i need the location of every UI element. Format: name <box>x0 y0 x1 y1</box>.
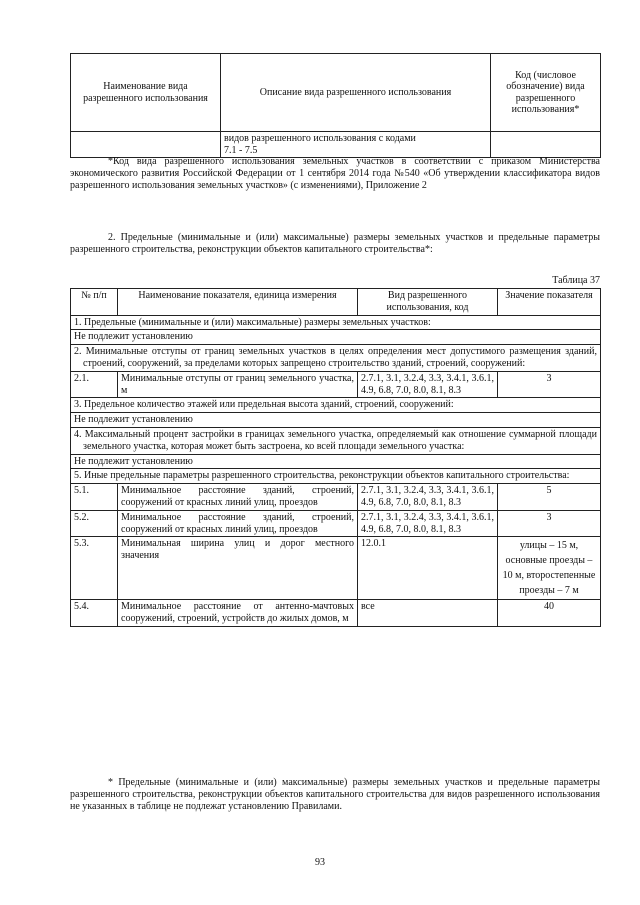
table-row <box>71 510 601 537</box>
table-cell-empty <box>71 132 221 158</box>
table-row <box>71 484 601 511</box>
land-use-codes-table <box>70 53 601 158</box>
table-caption: Таблица 37 <box>552 275 600 286</box>
row-num: 5.2. <box>71 510 118 537</box>
table-row <box>71 537 601 600</box>
table-header-row <box>71 289 601 316</box>
section-2-title: 2. Минимальные отступы от границ земельных участков в целях определения мест допустимого размещения зданий, строений, сооружений, за пределами которых запрещено строительство зданий, строений, сооружений: <box>71 345 601 372</box>
header-description: Описание вида разрешенного использования <box>221 54 491 132</box>
continuation-cell <box>221 132 491 158</box>
row-use: все <box>358 600 498 627</box>
row-use: 2.7.1, 3.1, 3.2.4, 3.3, 3.4.1, 3.6.1, 4.9, 6.8, 7.0, 8.0, 8.1, 8.3 <box>358 371 498 398</box>
table-header-row <box>71 54 601 132</box>
section-1-note: Не подлежит установлению <box>71 330 601 345</box>
table-row <box>71 600 601 627</box>
row-num: 2.1. <box>71 371 118 398</box>
header-code: Код (числовое обозначение) вида разрешенного использования* <box>491 54 601 132</box>
table-row <box>71 371 601 398</box>
header-use: Вид разрешенного использования, код <box>358 289 498 316</box>
footnote-bottom: * Предельные (минимальные и (или) максимальные) размеры земельных участков и предельные параметры разрешенного строительства, реконструкции объектов капитального строительства для видов разрешенного использования не указанных в таблице не подлежат установлению Правилами. <box>70 777 600 812</box>
row-name: Минимальное расстояние зданий, строений, сооружений от красных линий улиц, проездов <box>118 510 358 537</box>
row-num: 5.4. <box>71 600 118 627</box>
header-num: № п/п <box>71 289 118 316</box>
row-name: Минимальное расстояние от антенно-мачтовых сооружений, строений, устройств до жилых домов, м <box>118 600 358 627</box>
parameters-table <box>70 288 601 627</box>
intro-paragraph: 2. Предельные (минимальные и (или) максимальные) размеры земельных участков и предельные параметры разрешенного строительства, реконструкции объектов капитального строительства*: <box>70 232 600 255</box>
header-name: Наименование вида разрешенного использования <box>71 54 221 132</box>
section-3-title: 3. Предельное количество этажей или предельная высота зданий, строений, сооружений: <box>71 398 601 413</box>
section-row <box>71 315 601 330</box>
row-use: 2.7.1, 3.1, 3.2.4, 3.3, 3.4.1, 3.6.1, 4.9, 6.8, 7.0, 8.0, 8.1, 8.3 <box>358 510 498 537</box>
section-row <box>71 345 601 372</box>
header-value: Значение показателя <box>498 289 601 316</box>
section-5-title: 5. Иные предельные параметры разрешенного строительства, реконструкции объектов капитального строительства: <box>71 469 601 484</box>
row-value: улицы – 15 м, основные проезды – 10 м, второстепенные проезды – 7 м <box>498 537 601 600</box>
row-num: 5.3. <box>71 537 118 600</box>
row-name: Минимальная ширина улиц и дорог местного значения <box>118 537 358 600</box>
section-4-title: 4. Максимальный процент застройки в границах земельного участка, определяемый как отношение суммарной площади земельного участка, которая может быть застроена, ко всей площади земельного участка: <box>71 427 601 454</box>
row-use: 2.7.1, 3.1, 3.2.4, 3.3, 3.4.1, 3.6.1, 4.9, 6.8, 7.0, 8.0, 8.1, 8.3 <box>358 484 498 511</box>
continuation-line-1: видов разрешенного использования с кодами <box>224 133 416 144</box>
row-value: 3 <box>498 371 601 398</box>
section-note-row <box>71 330 601 345</box>
section-1-title: 1. Предельные (минимальные и (или) максимальные) размеры земельных участков: <box>71 315 601 330</box>
row-num: 5.1. <box>71 484 118 511</box>
section-row <box>71 427 601 454</box>
section-note-row <box>71 413 601 428</box>
page-number: 93 <box>315 857 325 868</box>
section-3-note: Не подлежит установлению <box>71 413 601 428</box>
section-note-row <box>71 454 601 469</box>
row-name: Минимальное расстояние зданий, строений, сооружений от красных линий улиц, проездов <box>118 484 358 511</box>
section-row <box>71 398 601 413</box>
header-name: Наименование показателя, единица измерения <box>118 289 358 316</box>
row-use: 12.0.1 <box>358 537 498 600</box>
footnote-top: *Код вида разрешенного использования земельных участков в соответствии с приказом Министерства экономического развития Российской Федерации от 1 сентября 2014 года №540 «Об утверждении классификатора видов разрешенного использования земельных участков» (с изменениями), Приложение 2 <box>70 156 600 191</box>
row-value: 5 <box>498 484 601 511</box>
table-cell-empty <box>491 132 601 158</box>
table-row <box>71 132 601 158</box>
row-value: 3 <box>498 510 601 537</box>
row-value: 40 <box>498 600 601 627</box>
continuation-line-2: 7.1 - 7.5 <box>224 144 258 156</box>
section-row <box>71 469 601 484</box>
section-4-note: Не подлежит установлению <box>71 454 601 469</box>
row-name: Минимальные отступы от границ земельного участка, м <box>118 371 358 398</box>
